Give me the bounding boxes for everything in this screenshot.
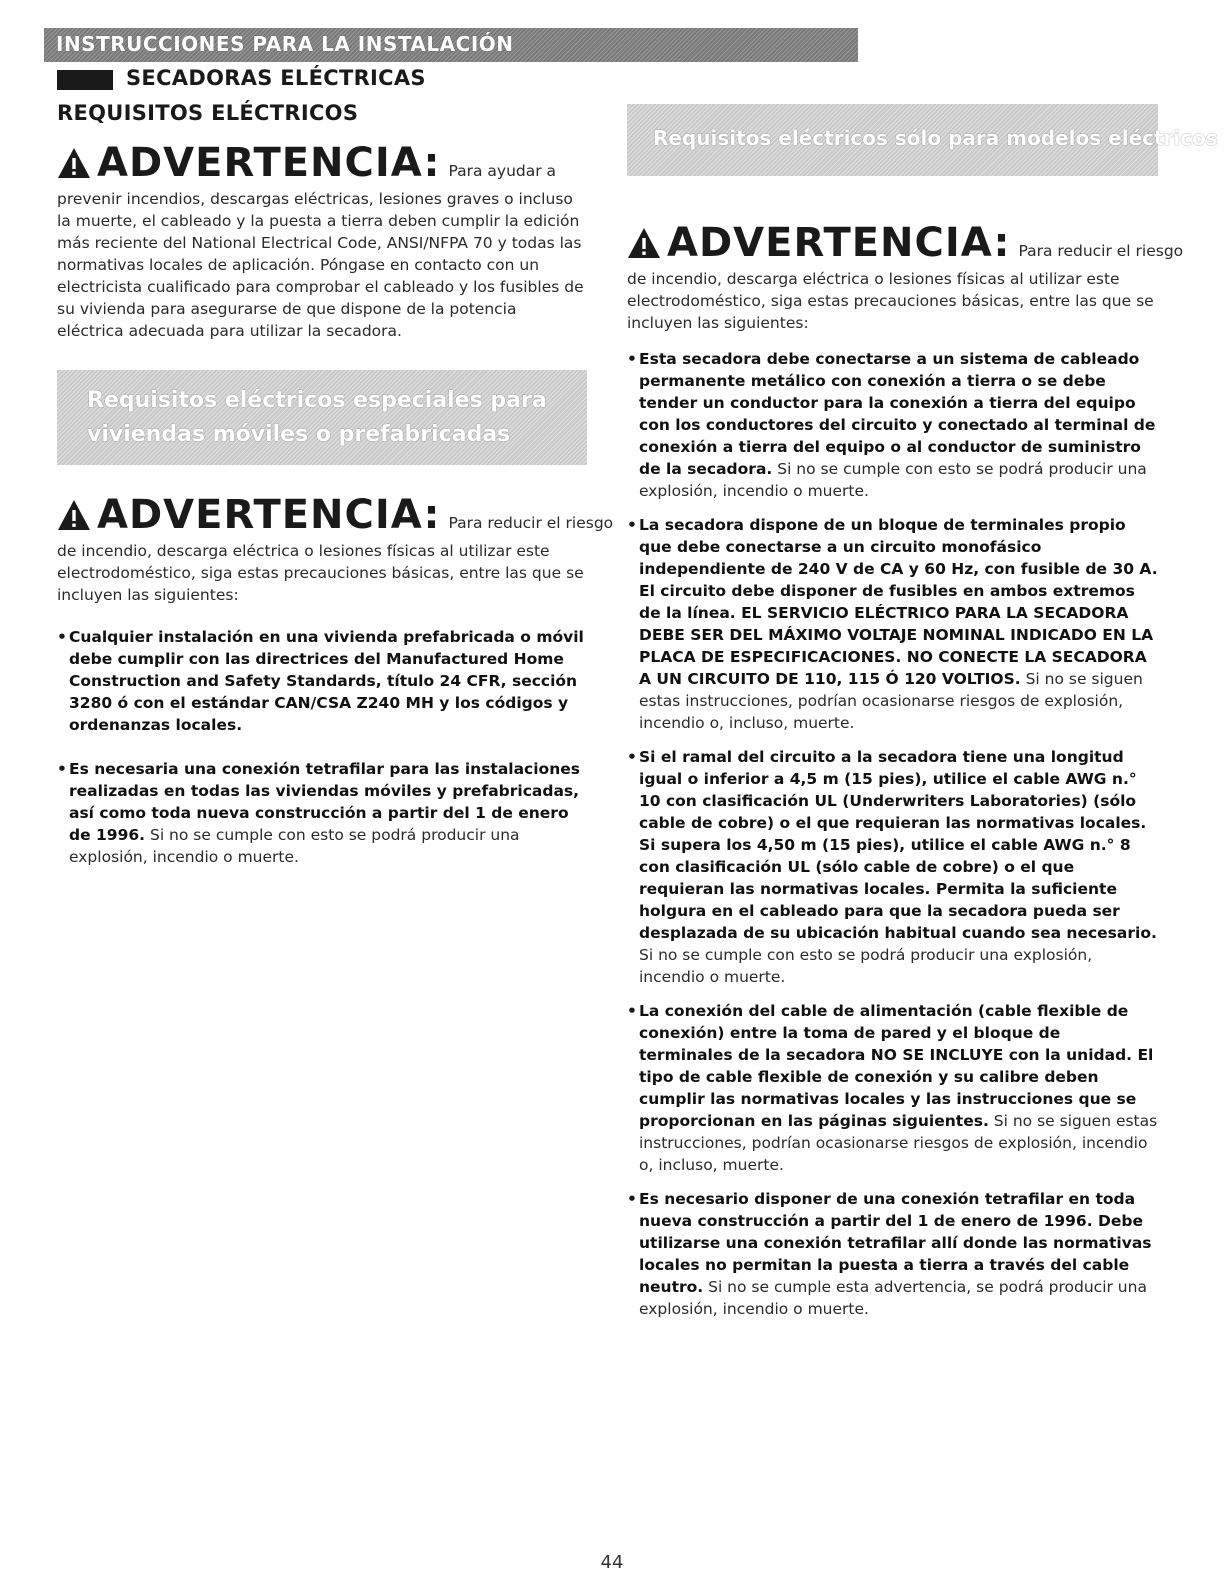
warning-body: de incendio, descarga eléctrica o lesiones físicas al utilizar este electrodoméstico, siga estas precauciones básicas, entre las que se incluyen las siguientes: — [627, 270, 1154, 332]
section-title: SECADORAS ELÉCTRICAS — [126, 66, 426, 90]
list-item: • La secadora dispone de un bloque de terminales propio que debe conectarse a un circuito monofásico independiente de 240 V de CA y 60 Hz, con fusible de 30 A. El circuito debe disponer de fusibles en ambos extremos de la línea. EL SERVICIO ELÉCTRICO PARA LA SECADORA DEBE SER DEL MÁXIMO VOLTAJE NOMINAL INDICADO EN LA PLACA DE ESPECIFICACIONES. NO CONECTE LA SECADORA A UN CIRCUITO DE 110, 115 Ó 120 VOLTIOS. Si no se siguen estas instrucciones, podrían ocasionarse riesgos de explosión, incendio o, incluso, muerte. — [627, 514, 1158, 734]
warning-block-2 — [57, 490, 614, 606]
electric-models-box — [627, 104, 1218, 176]
warning-block-1 — [57, 138, 587, 342]
warning-label: ADVERTENCIA: — [97, 492, 441, 538]
warning-body: de incendio, descarga eléctrica o lesiones físicas al utilizar este electrodoméstico, siga estas precauciones básicas, entre las que se incluyen las siguientes: — [57, 542, 584, 604]
warning-label: ADVERTENCIA: — [97, 140, 441, 186]
warning-lead: Para reducir el riesgo — [1018, 242, 1184, 260]
list-item: • La conexión del cable de alimentación (cable flexible de conexión) entre la toma de pared y el bloque de terminales de la secadora NO SE INCLUYE con la unidad. El tipo de cable flexible de conexión y su calibre deben cumplir las normativas locales y las instrucciones que se proporcionan en las páginas siguientes. Si no se siguen estas instrucciones, podrían ocasionarse riesgos de explosión, incendio o, incluso, muerte. — [627, 1000, 1158, 1176]
header-banner-text: INSTRUCCIONES PARA LA INSTALACIÓN — [56, 32, 514, 56]
list-item: • Esta secadora debe conectarse a un sistema de cableado permanente metálico con conexión a tierra o se debe tender un conductor para la conexión a tierra del equipo con los conductores del circuito y conectado al terminal de conexión a tierra del equipo o al conductor de suministro de la secadora. Si no se cumple con esto se podrá producir una explosión, incendio o muerte. — [627, 348, 1158, 502]
warning-triangle-icon — [627, 226, 661, 260]
warning-lead: Para reducir el riesgo — [448, 514, 614, 532]
warning-triangle-icon — [57, 498, 91, 532]
list-item: • Es necesaria una conexión tetrafilar para las instalaciones realizadas en todas las viviendas móviles y prefabricadas, así como toda nueva construcción a partir del 1 de enero de 1996. Si no se cumple con esto se podrá producir una explosión, incendio o muerte. — [57, 758, 587, 868]
left-bullet-list — [57, 626, 587, 868]
list-item: • Cualquier instalación en una vivienda prefabricada o móvil debe cumplir con las directrices del Manufactured Home Construction and Safety Standards, título 24 CFR, sección 3280 ó con el estándar CAN/CSA Z240 MH y los códigos y ordenanzas locales. — [57, 626, 587, 736]
section-marker — [57, 70, 113, 90]
section-subtitle: REQUISITOS ELÉCTRICOS — [57, 101, 359, 125]
warning-body: prevenir incendios, descargas eléctricas, lesiones graves o incluso la muerte, el cableado y la puesta a tierra deben cumplir la edición más reciente del National Electrical Code, ANSI/NFPA 70 y todas las normativas locales de aplicación. Póngase en contacto con un electricista cualificado para comprobar el cableado y los fusibles de su vivienda para asegurarse de que dispone de la potencia eléctrica adecuada para utilizar la secadora. — [57, 190, 584, 340]
warning-triangle-icon — [57, 146, 91, 180]
warning-label: ADVERTENCIA: — [667, 220, 1011, 266]
electric-models-box-text: Requisitos eléctricos sólo para modelos eléctricos — [653, 126, 1218, 150]
header-banner — [44, 28, 858, 62]
warning-block-3 — [627, 218, 1184, 334]
warning-lead: Para ayudar a — [448, 162, 557, 180]
mobile-homes-box — [57, 370, 587, 465]
list-item: • Es necesario disponer de una conexión tetrafilar en toda nueva construcción a partir del 1 de enero de 1996. Debe utilizarse una conexión tetrafilar allí donde las normativas locales no permitan la puesta a tierra a través del cable neutro. Si no se cumple esta advertencia, se podrá producir una explosión, incendio o muerte. — [627, 1188, 1158, 1320]
right-bullet-list — [627, 348, 1158, 1320]
mobile-homes-box-line2: viviendas móviles o prefabricadas — [87, 422, 511, 447]
list-item: • Si el ramal del circuito a la secadora tiene una longitud igual o inferior a 4,5 m (15 pies), utilice el cable AWG n.° 10 con clasificación UL (Underwriters Laboratories) (sólo cable de cobre) o el que requieran las normativas locales. Si supera los 4,50 m (15 pies), utilice el cable AWG n.° 8 con clasificación UL (sólo cable de cobre) o el que requieran las normativas locales. Permita la suficiente holgura en el cableado para que la secadora pueda ser desplazada de su ubicación habitual cuando sea necesario. Si no se cumple con esto se podrá producir una explosión, incendio o muerte. — [627, 746, 1158, 988]
mobile-homes-box-line1: Requisitos eléctricos especiales para — [87, 388, 547, 413]
page-number: 44 — [600, 1552, 624, 1573]
